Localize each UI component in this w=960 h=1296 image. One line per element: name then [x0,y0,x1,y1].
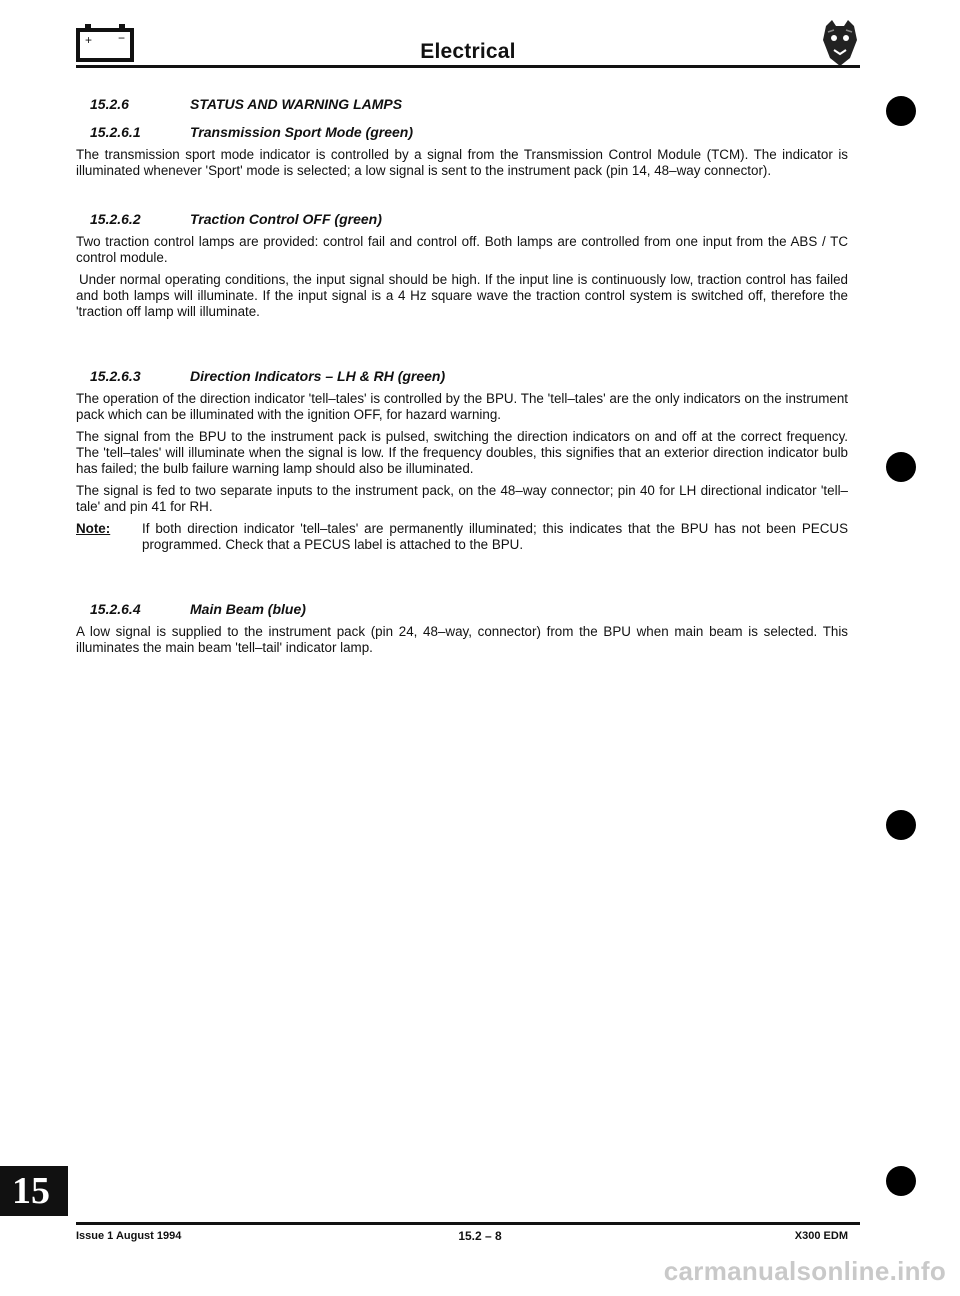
header-rule [76,65,860,68]
subsection-title: Traction Control OFF (green) [190,211,382,227]
section-title: STATUS AND WARNING LAMPS [190,96,403,112]
paragraph: The operation of the direction indicator 'tell–tales' is controlled by the BPU. The 'tell–tales' are the only indicators on the instrument pack which can be illuminated with the ignition OFF, for hazard warning. [76,391,848,422]
subsection-number: 15.2.6.1 [90,124,141,140]
page-number: 15.2 – 8 [458,1229,502,1243]
subsection-heading [76,211,848,227]
section-number: 15.2.6 [90,96,129,112]
paragraph: The signal is fed to two separate inputs to the instrument pack, on the 48–way connector; pin 40 for LH directional indicator 'tell–tale' and pin 41 for RH. [76,483,848,514]
margin-bullet-icon [886,1166,916,1196]
subsection-number: 15.2.6.3 [90,368,141,384]
jaguar-head-logo-icon [820,18,860,68]
note [76,521,848,553]
paragraph: Under normal operating conditions, the input signal should be high. If the input line is continuously low, traction control has failed and both lamps will illuminate. If the input signal is a 4 Hz square wave the traction control system is switched off, therefore the 'traction off lamp will illuminate. [76,272,848,319]
subsection-title: Direction Indicators – LH & RH (green) [190,368,446,384]
subsection-title: Main Beam (blue) [190,601,306,617]
paragraph: Two traction control lamps are provided: control fail and control off. Both lamps are controlled from one input from the ABS / TC control module. [76,234,848,265]
paragraph: A low signal is supplied to the instrument pack (pin 24, 48–way, connector) from the BPU when main beam is selected. This illuminates the main beam 'tell–tail' indicator lamp. [76,624,848,655]
document-id: X300 EDM [794,1230,848,1242]
issue-date: Issue 1 August 1994 [76,1230,182,1242]
margin-bullet-icon [886,810,916,840]
paragraph: The transmission sport mode indicator is controlled by a signal from the Transmission Control Module (TCM). The indicator is illuminated whenever 'Sport' mode is selected; a low signal is sent to the instrument pack (pin 14, 48–way connector). [76,147,848,178]
subsection-title: Transmission Sport Mode (green) [190,124,413,140]
watermark: carmanualsonline.info [663,1256,946,1286]
page-content [76,96,848,662]
subsection-number: 15.2.6.2 [90,211,141,227]
subsection-number: 15.2.6.4 [90,601,141,617]
subsection-heading [76,124,848,140]
svg-text:−: − [118,31,126,45]
subsection-heading [76,601,848,617]
page-header [76,14,860,66]
chapter-tab [0,1166,68,1216]
chapter-number: 15 [12,1170,50,1212]
page-title: Electrical [420,40,516,63]
svg-text:+: + [85,33,93,47]
paragraph: The signal from the BPU to the instrument pack is pulsed, switching the direction indicators on and off at the correct frequency. The 'tell–tales' will illuminate when the signal is low. If the frequency doubles, this signifies that an exterior direction indicator bulb has failed; the bulb failure warning lamp should also be illuminated. [76,429,848,476]
section-heading [76,96,848,112]
margin-bullet-icon [886,452,916,482]
margin-bullet-icon [886,96,916,126]
note-text: If both direction indicator 'tell–tales' are permanently illuminated; this indicates that the BPU has not been PECUS programmed. Check that a PECUS label is attached to the BPU. [142,521,848,552]
subsection-heading [76,368,848,384]
footer-rule [76,1222,860,1225]
note-label: Note: [76,521,111,536]
